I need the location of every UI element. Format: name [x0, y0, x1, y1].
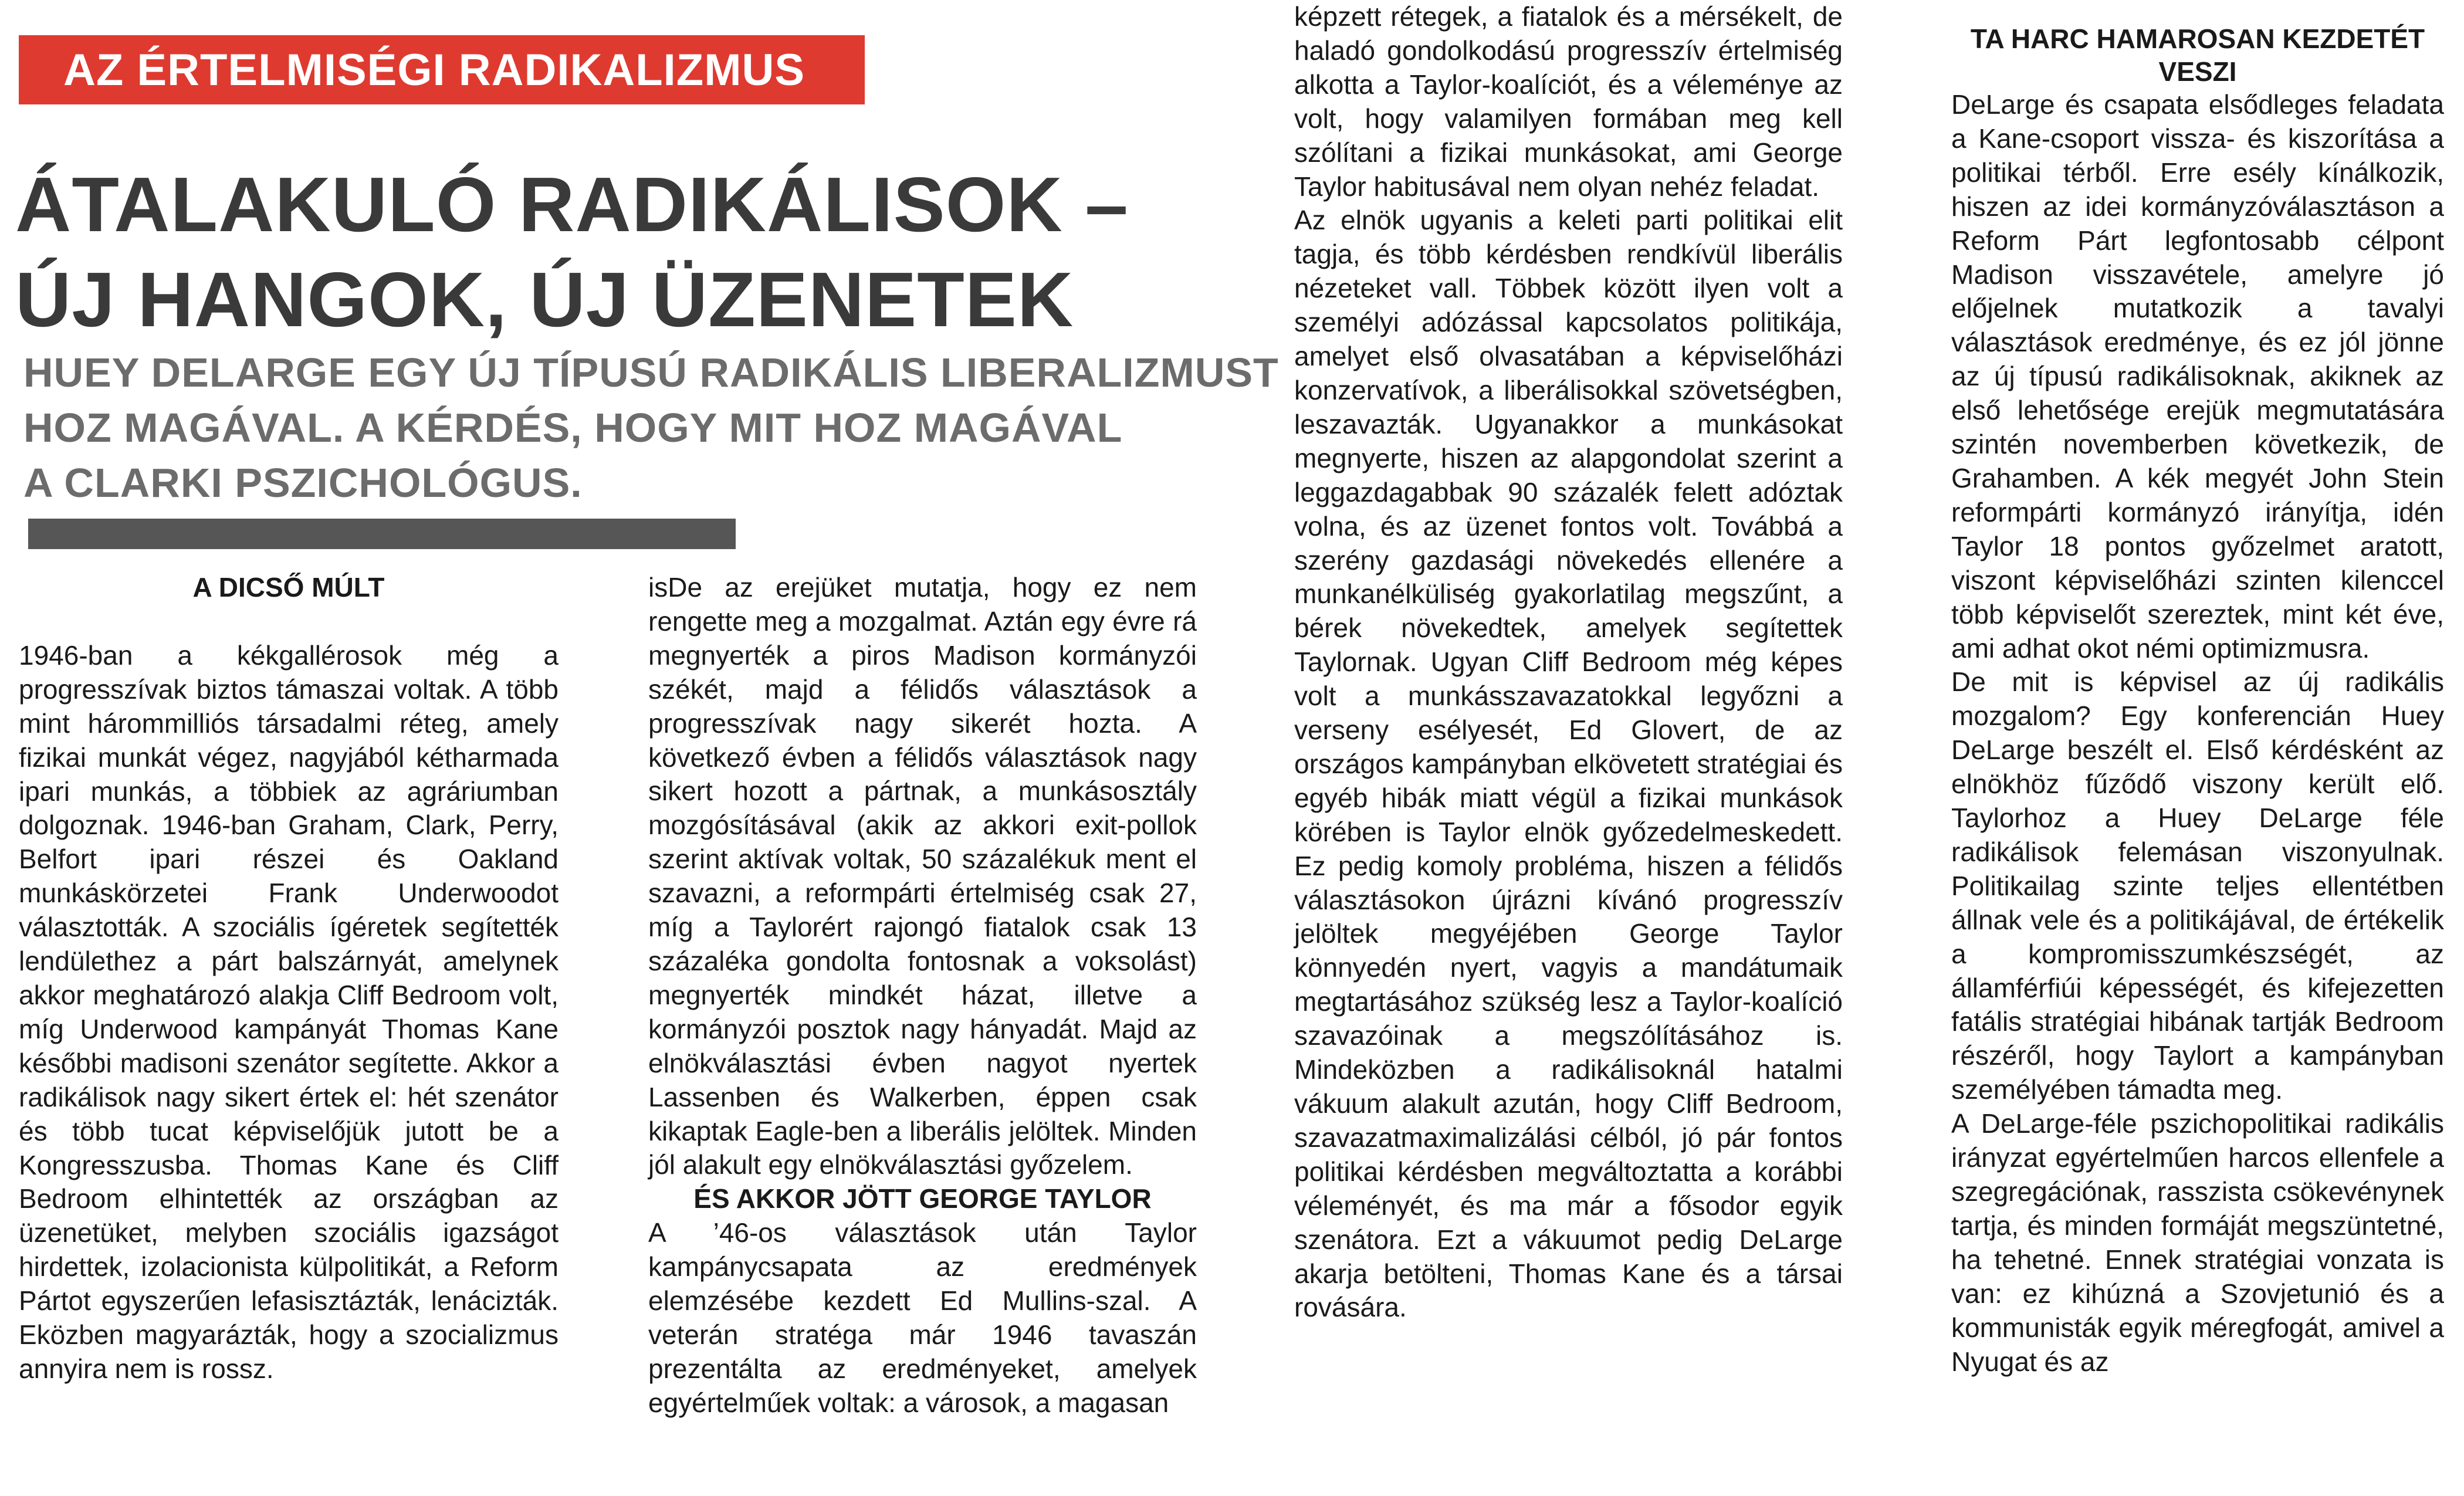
heading-line-1: TA HARC HAMAROSAN KEZDETÉT: [1970, 23, 2425, 54]
paragraph: képzett rétegek, a fiatalok és a mérsékelt, de haladó gondolkodású progresszív értelmiség alkotta a Taylor-koalíciót, és a véleménye az volt, hogy valamilyen formában meg kell szólítani a fizikai munkásokat, ami George Taylor habitusával nem olyan nehéz feladat.: [1294, 1, 1843, 202]
paragraph: 1946-ban a kékgallérosok még a progresszívak biztos támaszai voltak. A több mint hárommilliós társadalmi réteg, amely fizikai munkát végez, nagyjából kétharmada ipari munkás, a többiek az agráriumban dolgoznak. 1946-ban Graham, Clark, Perry, Belfort ipari részei és Oakland munkáskörzetei Frank Underwoodot választották. A szociális ígéretek segítették lendülethez a párt balszárnyát, amelynek akkor meghatározó alakja Cliff Bedroom volt, míg Underwood kampányát Thomas Kane későbbi madisoni szenátor segítette. Akkor a radikálisok nagy sikert értek el: hét szenátor és több tucat képviselőjük jutott be a Kongresszusba. Thomas Kane és Cliff Bedroom elhintették az országban az üzenetüket, melyben szociális igazságot hirdettek, izolacionista külpolitikát, a Reform Pártot egyszerűen lefasisztázták, lenácizták. Eközben magyarázták, hogy a szocializmus annyira nem is rossz.: [19, 639, 559, 1384]
paragraph: De mit is képvisel az új radikális mozgalom? Egy konferencián Huey DeLarge beszélt el. Első kérdésként az elnökhöz fűződő viszony került elő. Taylorhoz a Huey DeLarge féle radikálisok felemásan viszonyulnak. Politikailag szinte teljes ellentétben állnak vele és a politikájával, de értékelik a kompromisszumkészségét, az államférfiúi képességét, és kifejezetten fatális stratégiai hibának tartják Bedroom részéről, hogy Taylort a kampányban személyében támadta meg.: [1951, 666, 2444, 1105]
section-heading-george-taylor: ÉS AKKOR JÖTT GEORGE TAYLOR: [693, 1183, 1152, 1214]
subheadline-line-3: A CLARKI PSZICHOLÓGUS.: [23, 460, 583, 506]
section-kicker-banner: [19, 35, 865, 104]
headline: [15, 157, 1189, 347]
paragraph: isDe az erejüket mutatja, hogy ez nem rengette meg a mozgalmat. Aztán egy évre rá megnyerték a piros Madison kormányzói székét, majd a félidős választások a progresszívak nagy sikerét hozta. A következő évben a félidős választások nagy sikert hozott a pártnak, a munkásosztály mozgósításával (akik az akkori exit-pollok szerint aktívak voltak, 50 százalékuk ment el szavazni, a reformpárti értelmiség csak 27, míg a Taylorért rajongó fiatalok csak 13 százaléka gondolta fontosnak a voksolást) megnyerték mindkét házat, illetve a kormányzói posztok nagy hányadát. Majd az elnökválasztási évben nagyot nyertek Lassenben és Walkerben, éppen csak kikaptak Eagle-ben a liberális jelöltek. Minden jól alakult egy elnökválasztási győzelem.: [648, 572, 1197, 1180]
section-kicker: AZ ÉRTELMISÉGI RADIKALIZMUS: [63, 45, 805, 95]
headline-line-1: ÁTALAKULÓ RADIKÁLISOK –: [15, 161, 1129, 248]
subheadline-line-1: HUEY DELARGE EGY ÚJ TÍPUSÚ RADIKÁLIS LIBERALIZMUST: [23, 350, 1279, 395]
section-heading-fight-begins: [1951, 22, 2444, 88]
paragraph: DeLarge és csapata elsődleges feladata a Kane-csoport vissza- és kiszorítása a politikai térből. Erre esély kínálkozik, hiszen az idei kormányzóválasztáson a Reform Párt legfontosabb célpont Madison visszavétele, amelyre jó előjelnek mutatkozik a tavalyi választások eredménye, és ez jól jönne az új típusú radikálisoknak, akiknek az első lehetősége erejük megmutatására szintén novemberben következik, de Grahamben. A kék megyét John Stein reformpárti kormányzó irányítja, idén Taylor 18 pontos győzelmet aratott, viszont képviselőházi szinten kilenccel több képviselőt szereztek, mint két éve, ami adhat okot némi optimizmusra.: [1951, 89, 2444, 664]
article-column-2: [648, 571, 1197, 1420]
article-column-3: [1294, 0, 1843, 1325]
article-column-1: [19, 571, 559, 1386]
subheadline-line-2: HOZ MAGÁVAL. A KÉRDÉS, HOGY MIT HOZ MAGÁVAL: [23, 405, 1123, 451]
section-heading-glorious-past: A DICSŐ MÚLT: [192, 572, 385, 603]
article-column-4: [1951, 22, 2444, 1379]
divider-bar: [28, 519, 736, 549]
paragraph: A ’46-os választások után Taylor kampánycsapata az eredmények elemzésébe kezdett Ed Mullins-szal. A veterán stratéga már 1946 tavaszán prezentálta az eredményeket, amelyek egyértelműek voltak: a városok, a magasan: [648, 1217, 1197, 1418]
headline-line-2: ÚJ HANGOK, ÚJ ÜZENETEK: [15, 256, 1074, 343]
paragraph: A DeLarge-féle pszichopolitikai radikális irányzat egyértelműen harcos ellenfele a szegregációnak, rasszista csökevénynek tartja, és minden formáját megszüntetné, ha tehetné. Ennek stratégiai vonzata is van: ez kihúzná a Szovjetunió és a kommunisták egyik méregfogát, amivel a Nyugat és az: [1951, 1108, 2444, 1377]
paragraph: Az elnök ugyanis a keleti parti politikai elit tagja, és több kérdésben rendkívül liberális nézeteket vall. Többek között ilyen volt a személyi adózással kapcsolatos politikája, amelyet első olvasatában a képviselőházi konzervatívok, a liberálisokkal szövetségben, leszavazták. Ugyanakkor a munkásokat megnyerte, hiszen az alapgondolat szerint a leggazdagabbak 90 százalék felett adóztak volna, és az üzenet fontos volt. Továbbá a szerény gazdasági növekedés ellenére a munkanélküliség gyakorlatilag megszűnt, a bérek növekedtek, amelyek segítettek Taylornak. Ugyan Cliff Bedroom még képes volt a munkásszavazatokkal legyőzni a verseny esélyesét, Ed Glovert, de az országos kampányban elkövetett stratégiai és egyéb hibák miatt végül a fizikai munkások körében is Taylor elnök győzedelmeskedett. Ez pedig komoly probléma, hiszen a félidős választásokon újrázni kívánó progresszív jelöltek megyéjében George Taylor könnyedén nyert, vagyis a mandátumaik megtartásához szükség lesz a Taylor-koalíció szavazóinak a megszólításához is. Mindeközben a radikálisoknál hatalmi vákuum alakult azután, hogy Cliff Bedroom, szavazatmaximalizálási célból, jó pár fontos politikai kérdésben megváltoztatta a korábbi véleményét, és ma már a fősodor egyik szenátora. Ezt a vákuumot pedig DeLarge akarja betölteni, Thomas Kane és a társai rovására.: [1294, 205, 1843, 1323]
heading-line-2: VESZI: [2158, 56, 2237, 87]
subheadline: [23, 345, 1302, 510]
